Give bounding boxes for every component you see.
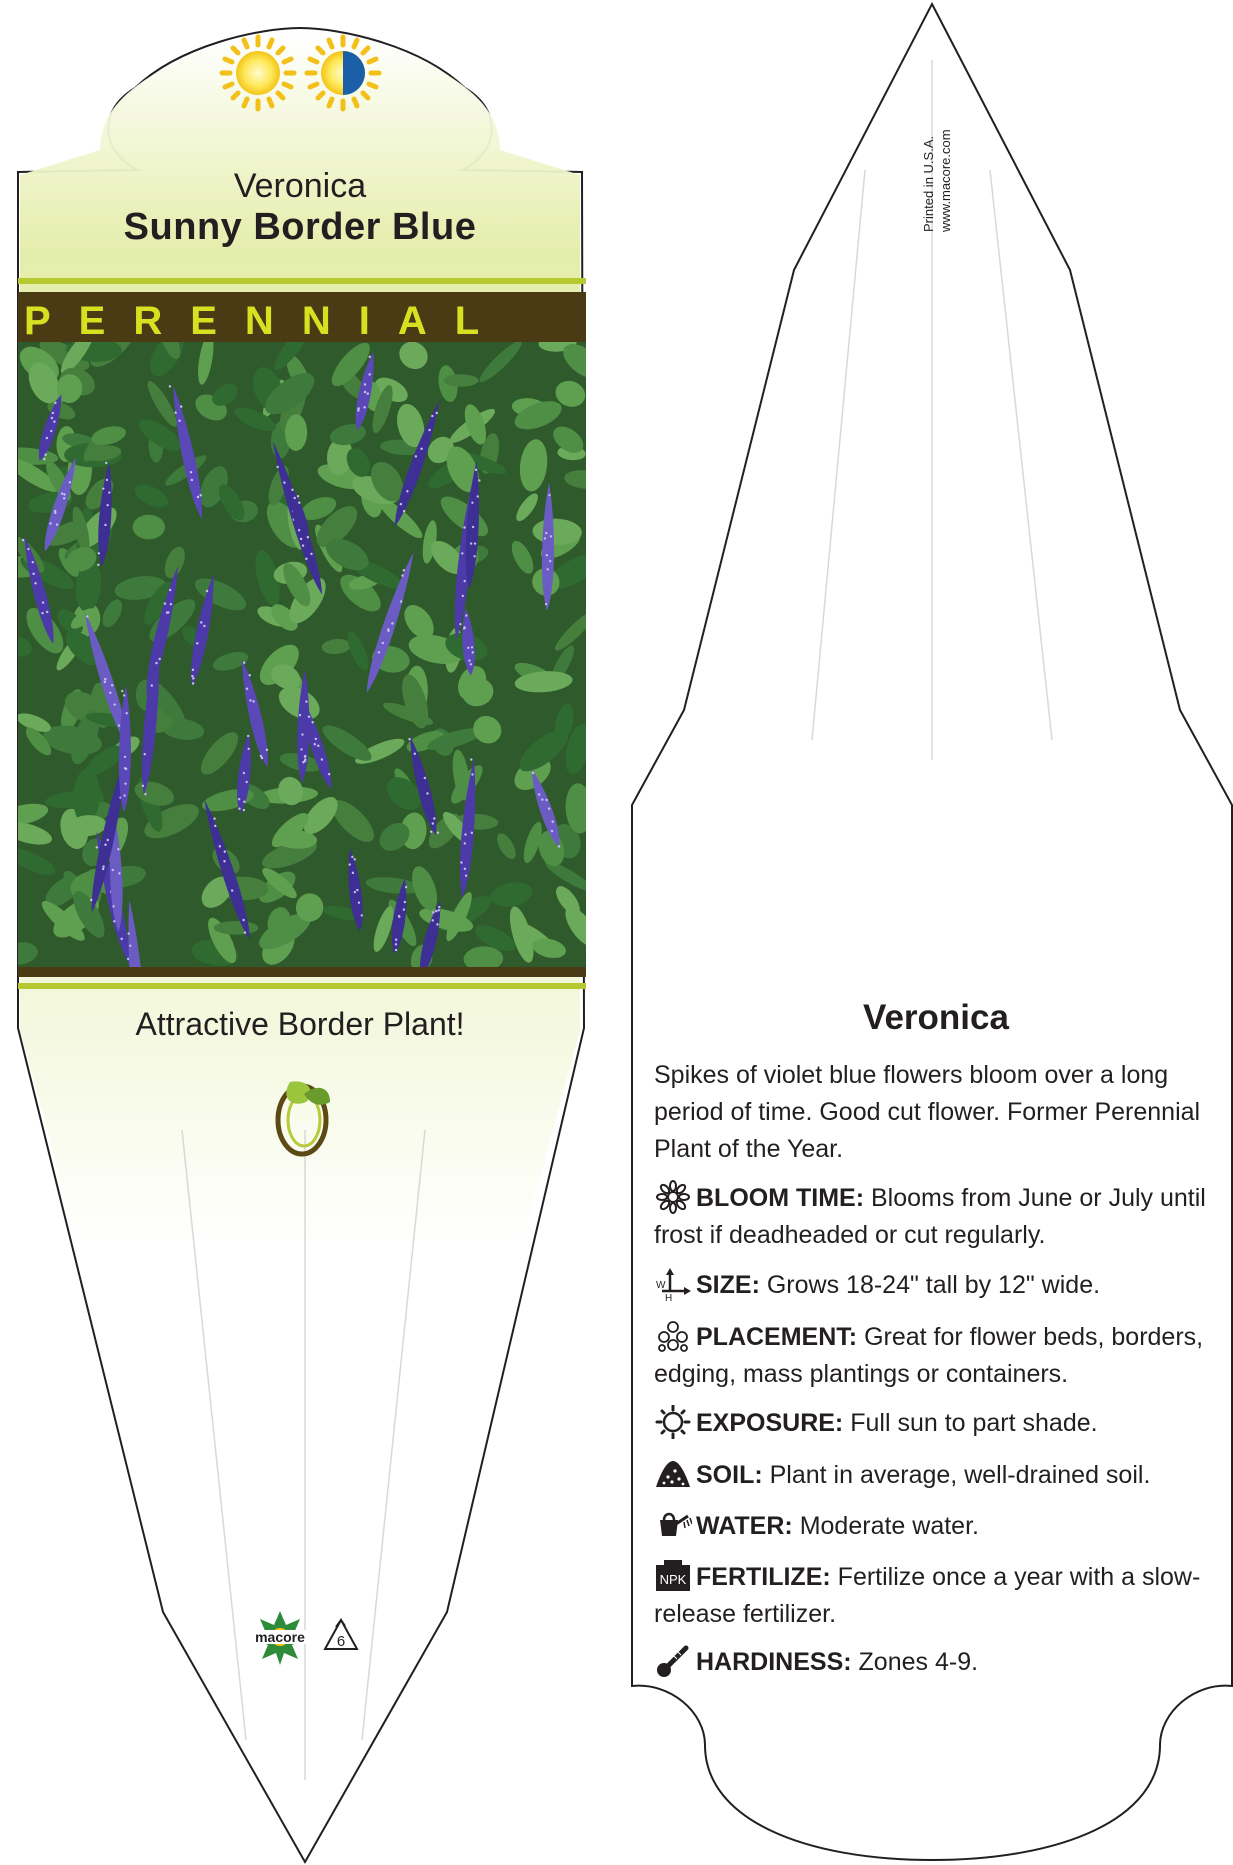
website: www.macore.com <box>938 129 953 232</box>
svg-text:NPK: NPK <box>659 1572 687 1587</box>
brand-name: macore <box>255 1629 305 1645</box>
fertilize-text: Fertilize once a year with a slow-release fertilizer. <box>654 1563 1201 1628</box>
placement-icon <box>654 1319 692 1353</box>
thermometer-icon <box>654 1644 692 1678</box>
svg-text:H: H <box>665 1293 673 1301</box>
soil-label: SOIL: <box>696 1461 763 1489</box>
bloom-time-label: BLOOM TIME: <box>696 1184 865 1212</box>
bloom-time-text: Blooms from June or July until frost if deadheaded or cut regularly. <box>654 1184 1206 1249</box>
fertilize-label: FERTILIZE: <box>696 1563 831 1591</box>
info-row-hardiness <box>654 1644 1214 1681</box>
perennial-label: PERENNIAL <box>24 299 508 343</box>
water-text: Moderate water. <box>799 1512 979 1540</box>
placement-label: PLACEMENT: <box>696 1323 858 1351</box>
svg-text:W: W <box>656 1280 666 1291</box>
front-tagline: Attractive Border Plant! <box>135 1006 465 1042</box>
info-row-fertilize <box>654 1559 1214 1633</box>
placement-text: Great for flower beds, borders, edging, mass plantings or containers. <box>654 1323 1204 1388</box>
photo-leaf <box>214 921 259 935</box>
size-text: Grows 18-24" tall by 12" wide. <box>766 1271 1101 1299</box>
info-row-size <box>654 1267 1214 1304</box>
plant-description: Spikes of violet blue flowers bloom over a long period of time. Good cut flower. Former Perennial Plant of the Year. <box>654 1061 1201 1163</box>
info-row-water <box>654 1508 1214 1545</box>
flower-icon <box>654 1180 692 1214</box>
photo-leaf <box>133 515 165 540</box>
sun-outline-icon <box>654 1405 692 1439</box>
size-icon <box>654 1267 692 1301</box>
back-title: Veronica <box>863 998 1009 1037</box>
size-label: SIZE: <box>696 1271 760 1299</box>
exposure-label: EXPOSURE: <box>696 1409 844 1437</box>
water-label: WATER: <box>696 1512 793 1540</box>
front-genus-name: Veronica <box>233 167 367 205</box>
front-cultivar-name: Sunny Border Blue <box>123 206 477 248</box>
watering-can-icon <box>654 1508 692 1542</box>
printed-info <box>920 92 954 232</box>
soil-icon <box>654 1457 692 1491</box>
printed-in: Printed in U.S.A. <box>921 135 936 232</box>
recycle-code: 6 <box>336 1633 346 1650</box>
photo-leaf <box>443 374 478 387</box>
info-row-exposure <box>654 1405 1214 1442</box>
info-row-soil <box>654 1457 1214 1494</box>
exposure-text: Full sun to part shade. <box>850 1409 1098 1437</box>
npk-icon <box>654 1559 692 1593</box>
soil-text: Plant in average, well-drained soil. <box>769 1461 1151 1489</box>
info-row-bloom-time <box>654 1180 1214 1254</box>
plant-photo <box>0 314 608 1055</box>
info-row-placement <box>654 1319 1214 1393</box>
hardiness-text: Zones 4-9. <box>858 1648 979 1676</box>
hardiness-label: HARDINESS: <box>696 1648 852 1676</box>
